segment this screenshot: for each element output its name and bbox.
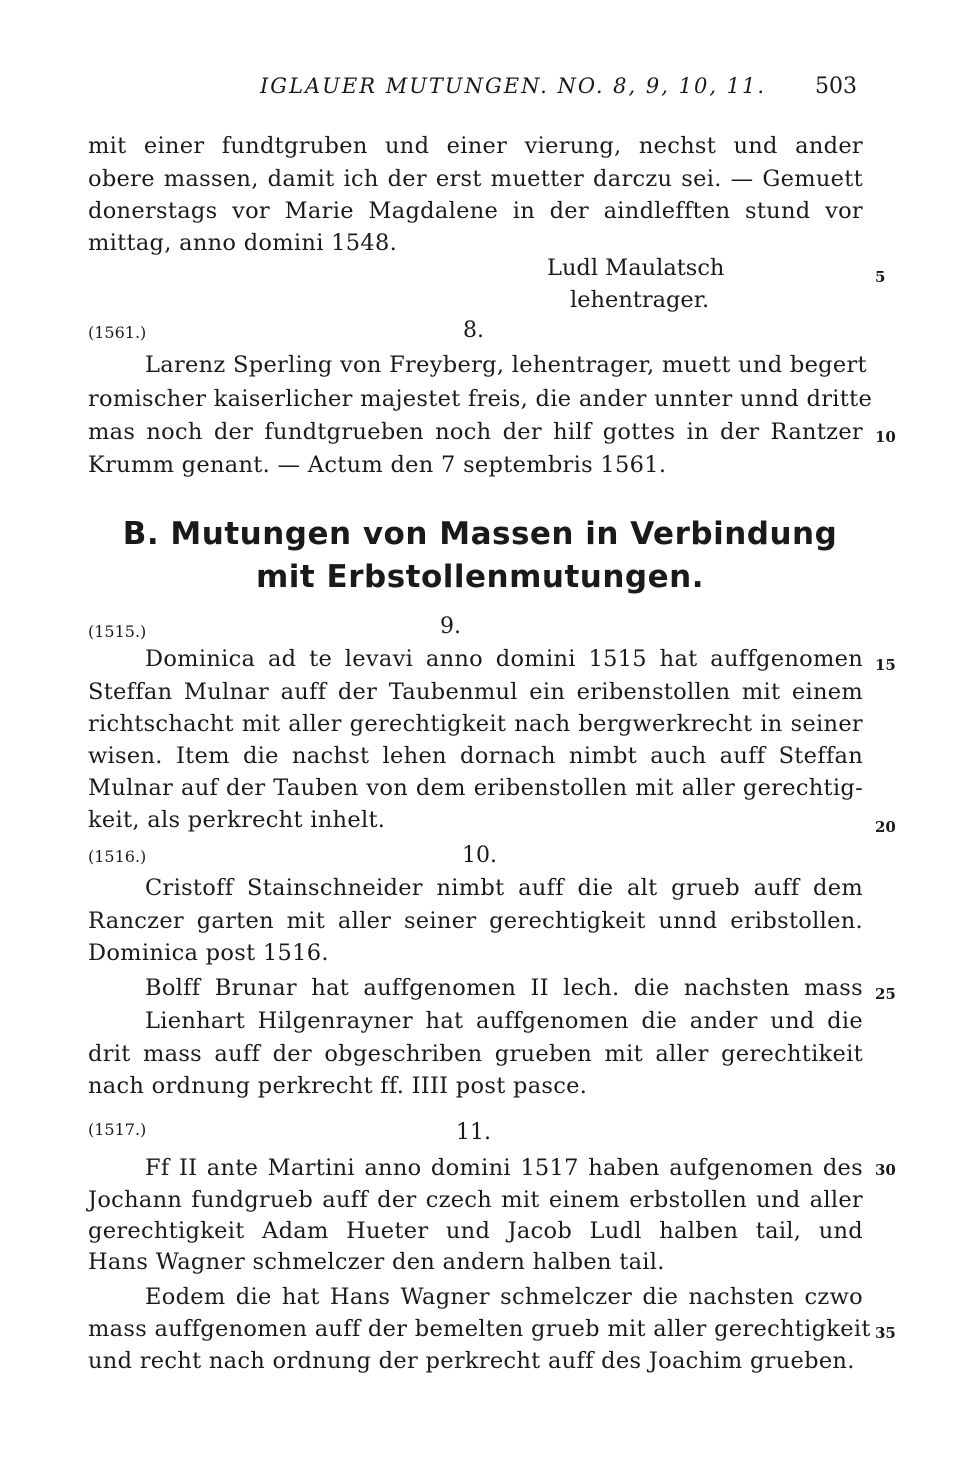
section-heading-line: mit Erbstollenmutungen. bbox=[256, 559, 704, 595]
text-line: Larenz Sperling von Freyberg, lehentrager, muett und begert bbox=[145, 352, 867, 378]
entry-year: (1517.) bbox=[88, 1120, 147, 1139]
text-line: Krumm genant. — Actum den 7 septembris 1561. bbox=[88, 452, 667, 478]
entry-number: 10. bbox=[462, 843, 497, 868]
text-line: Dominica ad te levavi anno domini 1515 hat auffgenomen bbox=[145, 646, 863, 672]
running-title: IGLAUER MUTUNGEN. NO. 8, 9, 10, 11. bbox=[260, 74, 767, 98]
text-line: Dominica post 1516. bbox=[88, 940, 329, 966]
text-line: und recht nach ordnung der perkrecht auff des Joachim grueben. bbox=[88, 1348, 855, 1374]
text-line: Ff II ante Martini anno domini 1517 haben aufgenomen des bbox=[145, 1155, 863, 1181]
margin-line-number: 10 bbox=[875, 428, 896, 446]
margin-line-number: 15 bbox=[875, 656, 896, 674]
entry-year: (1516.) bbox=[88, 847, 147, 866]
text-line: Ranczer garten mit aller seiner gerechtigkeit unnd eribstollen. bbox=[88, 908, 863, 934]
text-line: Lienhart Hilgenrayner hat auffgenomen die ander und die bbox=[145, 1008, 863, 1034]
text-line: mass auffgenomen auff der bemelten grueb mit aller gerechtigkeit bbox=[88, 1316, 871, 1342]
text-line: keit, als perkrecht inhelt. bbox=[88, 807, 386, 833]
text-line: Hans Wagner schmelczer den andern halben tail. bbox=[88, 1249, 665, 1275]
text-line: drit mass auff der obgeschriben grueben mit aller gerechtikeit bbox=[88, 1041, 863, 1067]
entry-year: (1515.) bbox=[88, 622, 147, 641]
text-line: mittag, anno domini 1548. bbox=[88, 230, 398, 256]
text-line: Steffan Mulnar auff der Taubenmul ein eribenstollen mit einem bbox=[88, 679, 863, 705]
text-line: donerstags vor Marie Magdalene in der aindlefften stund vor bbox=[88, 198, 863, 224]
text-line: Bolff Brunar hat auffgenomen II lech. die nachsten mass bbox=[145, 975, 863, 1001]
text-line: gerechtigkeit Adam Hueter und Jacob Ludl halben tail, und bbox=[88, 1218, 863, 1244]
text-line: Eodem die hat Hans Wagner schmelczer die nachsten czwo bbox=[145, 1284, 863, 1310]
section-heading-line: B. Mutungen von Massen in Verbindung bbox=[122, 516, 838, 552]
text-line: Jochann fundgrueb auff der czech mit einem erbstollen und aller bbox=[88, 1187, 863, 1213]
signature-title: lehentrager. bbox=[570, 287, 710, 313]
margin-line-number: 35 bbox=[875, 1324, 896, 1342]
text-line: mit einer fundtgruben und einer vierung, nechst und ander bbox=[88, 133, 863, 159]
entry-number: 8. bbox=[463, 318, 484, 343]
text-line: romischer kaiserlicher majestet freis, die ander unnter unnd dritte bbox=[88, 386, 873, 412]
margin-line-number: 5 bbox=[875, 268, 886, 286]
text-line: Mulnar auf der Tauben von dem eribenstollen mit aller gerechtig- bbox=[88, 775, 863, 801]
text-line: wisen. Item die nachst lehen dornach nimbt auch auff Steffan bbox=[88, 743, 863, 769]
text-line: nach ordnung perkrecht ff. IIII post pasce. bbox=[88, 1073, 588, 1099]
text-line: Cristoff Stainschneider nimbt auff die alt grueb auff dem bbox=[145, 875, 863, 901]
entry-number: 9. bbox=[440, 614, 461, 639]
margin-line-number: 20 bbox=[875, 818, 896, 836]
text-line: obere massen, damit ich der erst muetter darczu sei. — Gemuett bbox=[88, 166, 863, 192]
text-line: richtschacht mit aller gerechtigkeit nach bergwerkrecht in seiner bbox=[88, 711, 863, 737]
signature-name: Ludl Maulatsch bbox=[547, 255, 725, 281]
margin-line-number: 25 bbox=[875, 985, 896, 1003]
entry-year: (1561.) bbox=[88, 323, 147, 342]
entry-number: 11. bbox=[456, 1120, 491, 1145]
page-number: 503 bbox=[815, 74, 857, 99]
text-line: mas noch der fundtgrueben noch der hilf gottes in der Rantzer bbox=[88, 419, 863, 445]
margin-line-number: 30 bbox=[875, 1161, 896, 1179]
